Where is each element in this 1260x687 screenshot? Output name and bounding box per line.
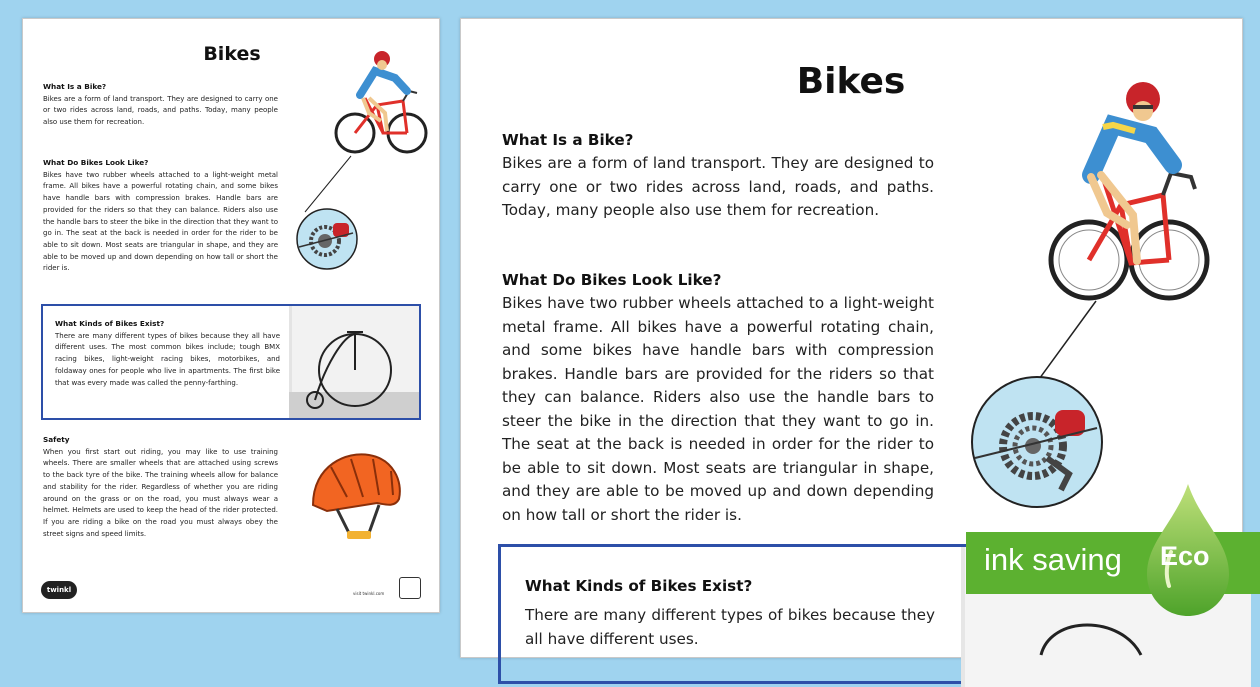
twinkl-logo: twinkl: [41, 581, 77, 599]
eco-banner-label: ink saving: [984, 542, 1122, 577]
text-look-like: Bikes have two rubber wheels attached to a light-weight metal frame. All bikes have a powerful rotating chain, and some bikes have handle bars with compression brakes. Handle bars are provided for the riders so that they can balance. Riders also use the handle bars to steer the bike in the direction that they want to go in. The seat at the back is needed in order for the rider to be able to sit down. Most seats are triangular in shape, and they are able to be moved up and down depending on how tall or short the rider is.: [502, 294, 934, 524]
page-title: Bikes: [796, 61, 906, 102]
small-section-safety: [43, 434, 278, 540]
gear-cassette-illustration-large: [969, 374, 1105, 510]
gear-cassette-illustration: [295, 207, 359, 271]
small-heading-safety: Safety: [43, 435, 70, 444]
footer-url: visit twinkl.com: [353, 591, 385, 596]
small-heading-what-is: What Is a Bike?: [43, 82, 107, 91]
small-section-kinds: [55, 318, 280, 389]
penny-farthing-wheel-icon: [1031, 595, 1151, 655]
small-text-safety: When you first start out riding, you may like to use training wheels. There are smaller wheels that are attached using screws to the back tyre of the bike. The training wheels allow for balance and stability for the rider. Regardless of whether you are riding around on the grass or on the road, you must always wear a helmet. Helmets are used to keep the head of the rider protected. If you are riding a bike on the road you must always obey the street signs and speed limits.: [43, 447, 278, 538]
helmet-illustration: [307, 447, 405, 547]
text-kinds: There are many different types of bikes because they all have different uses.: [525, 606, 935, 648]
small-text-look-like: Bikes have two rubber wheels attached to a light-weight metal frame. All bikes have a powerful rotating chain, and some bikes have handle bars with compression brakes. Handle bars are provided for the riders so that they can balance. Riders also use the handle bars to steer the bike in the direction that they want to go in. The seat at the back is needed in order for the rider to be able to sit down. Most seats are triangular in shape, and they are able to be moved up and down depending on how tall or short the rider is.: [43, 170, 278, 273]
heading-look-like: What Do Bikes Look Like?: [502, 271, 722, 289]
cyclist-illustration-large: [1051, 65, 1211, 315]
footer-badge-icon: [399, 577, 421, 599]
heading-kinds: What Kinds of Bikes Exist?: [525, 577, 753, 595]
section-look-like: [502, 268, 934, 527]
small-section-what-is: [43, 81, 278, 129]
small-kinds-box: [41, 304, 421, 420]
section-kinds: [525, 574, 935, 651]
penny-farthing-photo: [289, 306, 419, 418]
pointer-line: [293, 154, 353, 214]
heading-what-is: What Is a Bike?: [502, 131, 634, 149]
cyclist-illustration: [335, 43, 425, 163]
small-text-kinds: There are many different types of bikes because they all have different uses. The most common bikes include; tough BMX racing bikes, light-weight racing bikes, motorbikes, and foldaway ones for people who live in apartments. The first bike that was every made was called the penny-farthing.: [55, 331, 280, 387]
text-what-is: Bikes are a form of land transport. They are designed to carry one or two rides across land, roads, and paths. Today, many people also use them for recreation.: [502, 154, 934, 219]
small-heading-kinds: What Kinds of Bikes Exist?: [55, 319, 165, 328]
small-preview-page: [22, 18, 440, 613]
small-text-what-is: Bikes are a form of land transport. They are designed to carry one or two rides across land, roads, and paths. Today, many people also use them for recreation.: [43, 94, 278, 127]
small-heading-look-like: What Do Bikes Look Like?: [43, 158, 149, 167]
section-what-is: [502, 128, 934, 223]
small-section-look-like: [43, 157, 278, 275]
small-page-title: Bikes: [203, 43, 261, 65]
penny-farthing-icon: [303, 326, 393, 410]
eco-badge-label: Eco: [1160, 541, 1210, 571]
